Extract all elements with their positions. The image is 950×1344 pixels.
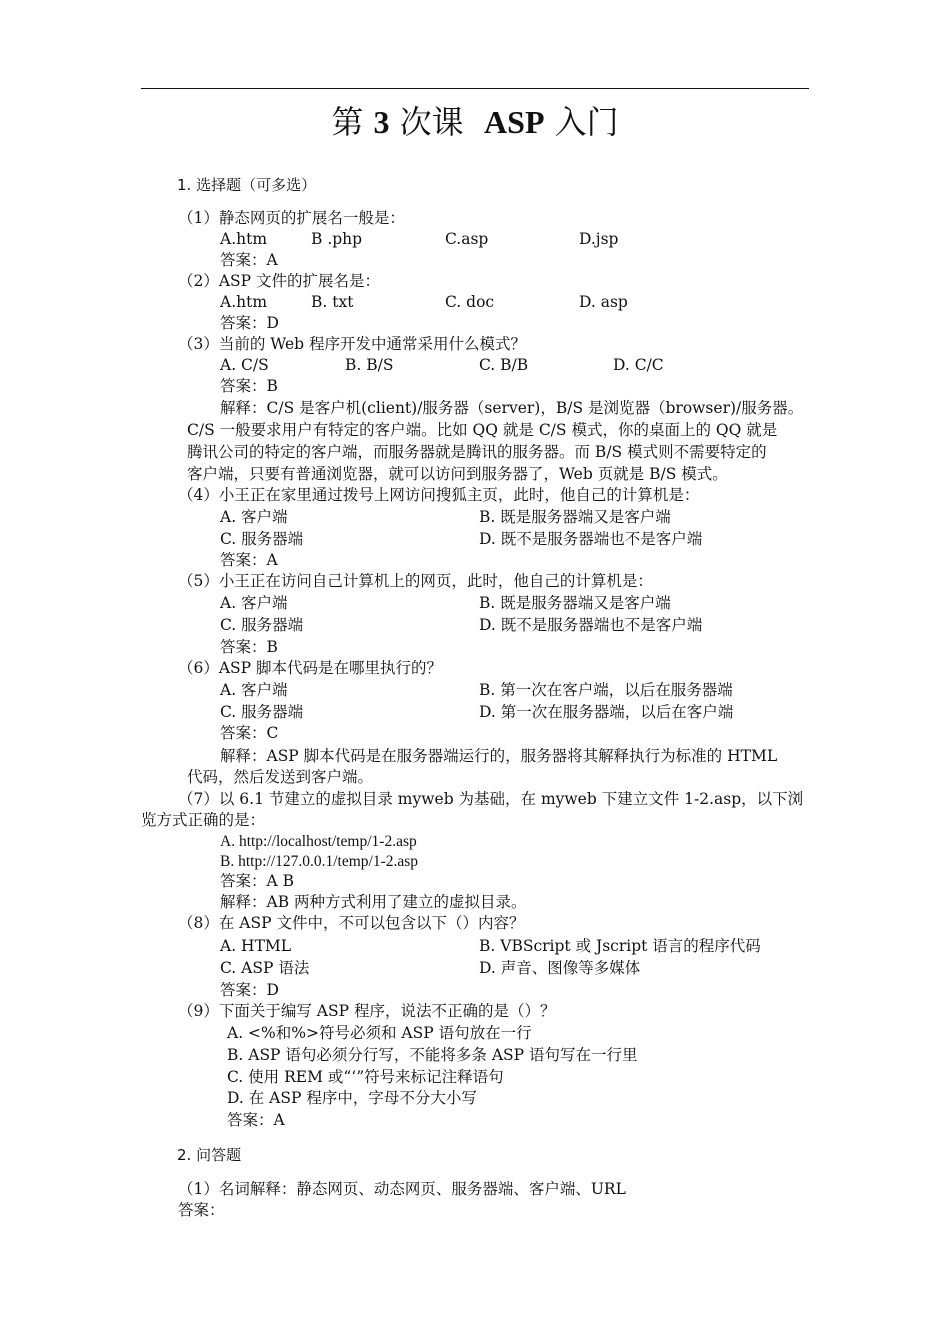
option-d: D. 第一次在服务器端，以后在客户端 [479, 703, 734, 721]
option-c: C. 服务器端 [220, 530, 304, 548]
answer: 答案：D [220, 981, 279, 999]
option-a: A.htm [220, 230, 268, 248]
question-stem: （5）小王正在访问自己计算机上的网页，此时，他自己的计算机是： [178, 572, 653, 590]
option-a: A. 客户端 [220, 508, 288, 526]
option-a: A.htm [220, 293, 268, 311]
option-c: C. doc [445, 293, 495, 311]
option-b: B. 第一次在客户端，以后在服务器端 [479, 681, 733, 699]
option-d: D. C/C [613, 356, 664, 374]
question-stem: （9）下面关于编写 ASP 程序，说法不正确的是（）？ [178, 1002, 556, 1020]
question-stem: （2）ASP 文件的扩展名是： [178, 272, 381, 290]
option-a: A. HTML [220, 937, 292, 955]
option-c: C. 服务器端 [220, 616, 304, 634]
answer: 答案：A [227, 1111, 285, 1129]
question-stem: （7）以 6.1 节建立的虚拟目录 myweb 为基础，在 myweb 下建立文件 1-2.asp，以下浏 [178, 790, 804, 808]
option-a: A. <%和%>符号必须和 ASP 语句放在一行 [227, 1024, 532, 1042]
option-c: C. ASP 语法 [220, 959, 310, 977]
question-stem: （8）在 ASP 文件中，不可以包含以下（）内容？ [178, 914, 525, 932]
question-stem: （3）当前的 Web 程序开发中通常采用什么模式？ [178, 335, 526, 353]
option-d: D. 声音、图像等多媒体 [479, 959, 641, 977]
answer: 答案：A [220, 551, 278, 569]
question-stem: （1）静态网页的扩展名一般是： [178, 209, 405, 227]
question-stem: （1）名词解释：静态网页、动态网页、服务器端、客户端、URL [178, 1180, 626, 1198]
option-c: C. B/B [479, 356, 529, 374]
answer: 答案： [178, 1201, 225, 1219]
option-b: B. http://127.0.0.1/temp/1-2.asp [220, 853, 419, 870]
option-b: B. 既是服务器端又是客户端 [479, 594, 671, 612]
explanation-line: 腾讯公司的特定的客户端，而服务器就是腾讯的服务器。而 B/S 模式则不需要特定的 [187, 443, 767, 461]
answer: 答案：C [220, 724, 279, 742]
page-title: 第 3 次课 ASP 入门 [331, 103, 619, 141]
explanation-line: 解释：AB 两种方式利用了建立的虚拟目录。 [220, 893, 527, 911]
explanation-line: 解释：C/S 是客户机(client)/服务器（server)，B/S 是浏览器（browser)/服务器。 [220, 399, 804, 417]
option-d: D.jsp [579, 230, 619, 248]
option-b: B. VBScript 或 Jscript 语言的程序代码 [479, 937, 761, 955]
option-a: A. http://localhost/temp/1-2.asp [220, 833, 417, 850]
answer: 答案：B [220, 377, 278, 395]
option-b: B .php [311, 230, 363, 248]
option-a: A. 客户端 [220, 681, 288, 699]
section-heading: 1. 选择题（可多选） [177, 176, 317, 194]
option-a: A. 客户端 [220, 594, 288, 612]
explanation-line: 解释：ASP 脚本代码是在服务器端运行的，服务器将其解释执行为标准的 HTML [220, 747, 778, 765]
explanation-line: 客户端，只要有普通浏览器，就可以访问到服务器了，Web 页就是 B/S 模式。 [187, 465, 728, 483]
option-b: B. ASP 语句必须分行写，不能将多条 ASP 语句写在一行里 [227, 1046, 638, 1064]
option-b: B. txt [311, 293, 354, 311]
option-c: C.asp [445, 230, 489, 248]
header-rule [141, 88, 809, 89]
option-c: C. 使用 REM 或“‘”符号来标记注释语句 [227, 1068, 504, 1086]
answer: 答案：D [220, 314, 279, 332]
option-d: D. 既不是服务器端也不是客户端 [479, 616, 703, 634]
section-heading: 2. 问答题 [177, 1146, 242, 1164]
explanation-line: C/S 一般要求用户有特定的客户端。比如 QQ 就是 C/S 模式，你的桌面上的 QQ 就是 [187, 421, 778, 439]
option-d: D. 在 ASP 程序中，字母不分大小写 [227, 1089, 477, 1107]
answer: 答案：A [220, 251, 278, 269]
answer: 答案：A B [220, 872, 295, 890]
question-stem-cont: 览方式正确的是： [141, 811, 266, 829]
option-a: A. C/S [220, 356, 269, 374]
option-c: C. 服务器端 [220, 703, 304, 721]
explanation-line: 代码，然后发送到客户端。 [187, 768, 374, 786]
question-stem: （4）小王正在家里通过拨号上网访问搜狐主页，此时，他自己的计算机是： [178, 486, 700, 504]
option-d: D. asp [579, 293, 628, 311]
option-b: B. B/S [345, 356, 394, 374]
answer: 答案：B [220, 638, 278, 656]
question-stem: （6）ASP 脚本代码是在哪里执行的？ [178, 659, 443, 677]
option-b: B. 既是服务器端又是客户端 [479, 508, 671, 526]
option-d: D. 既不是服务器端也不是客户端 [479, 530, 703, 548]
